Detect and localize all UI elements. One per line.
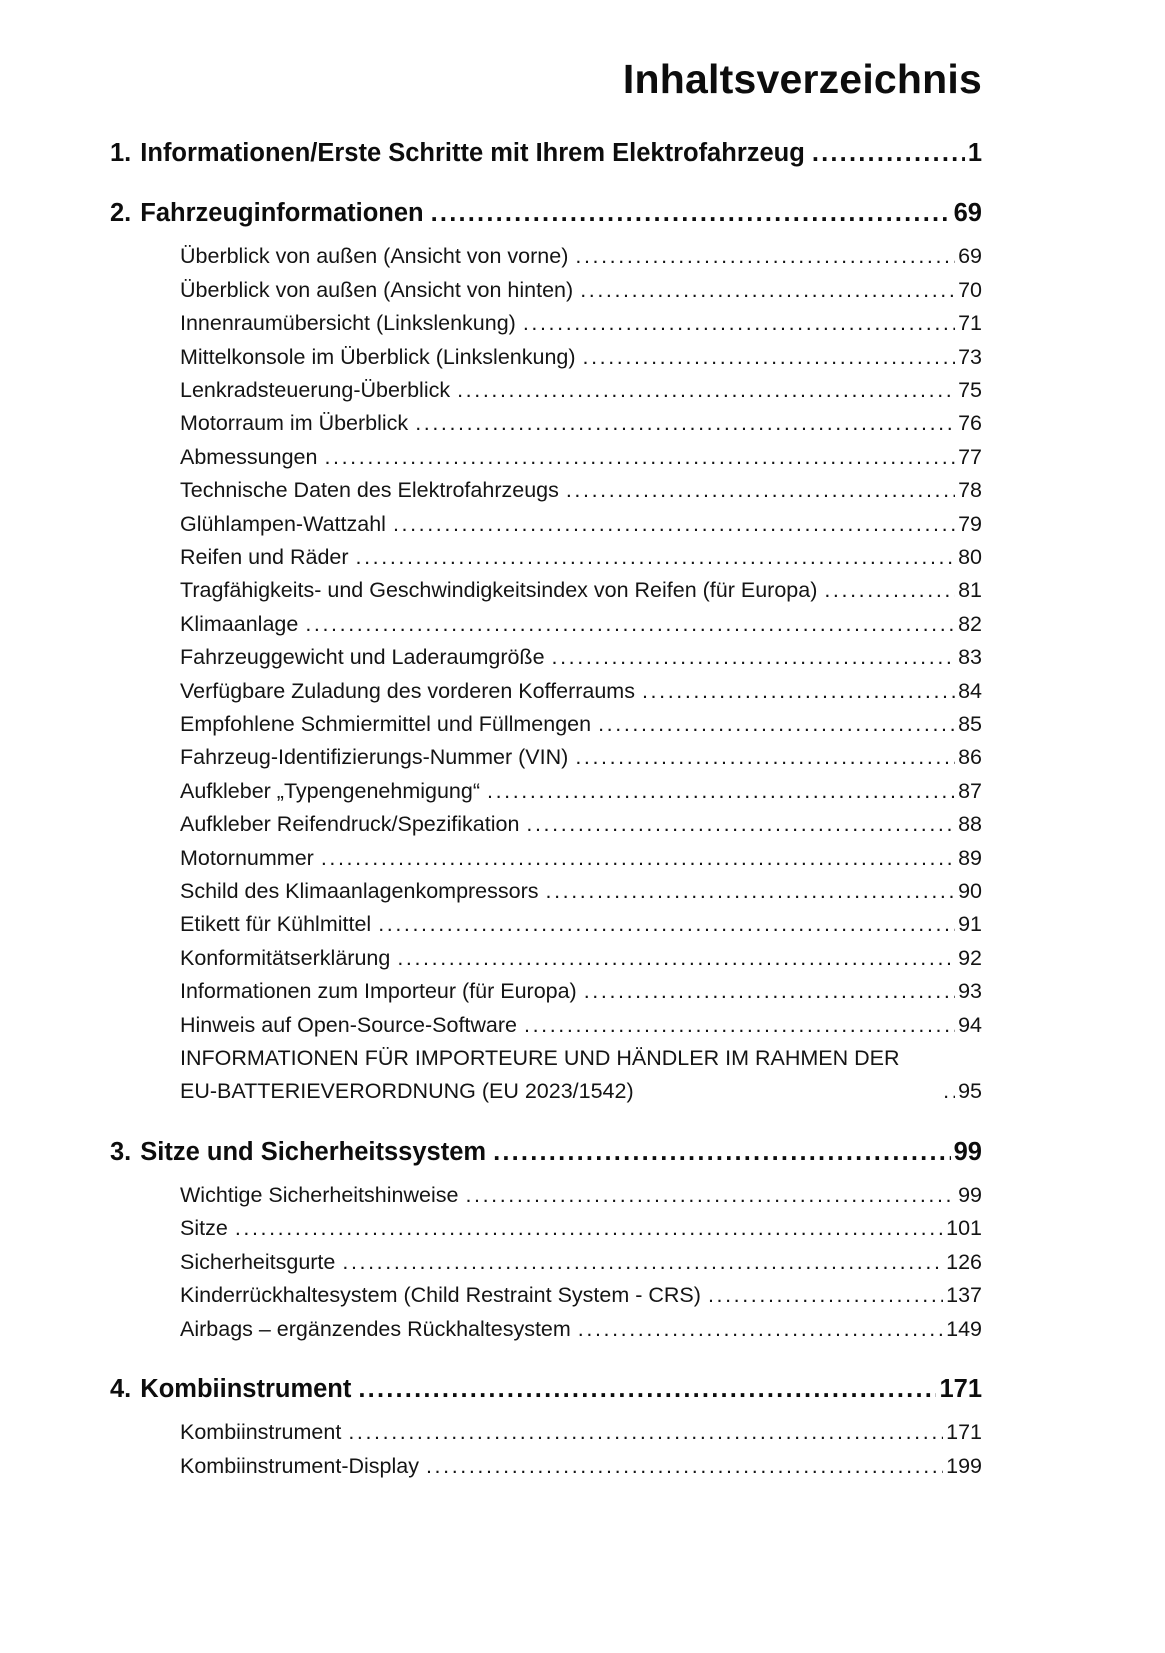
toc-entry-row (180, 975, 982, 1008)
entry-title: Konformitätserklärung (180, 945, 391, 970)
toc-entry-row (180, 274, 982, 307)
dot-leader (493, 1136, 951, 1169)
entry-page-number: 149 (946, 1316, 982, 1341)
entry-title: Motornummer (180, 845, 314, 870)
entry-title: Überblick von außen (Ansicht von hinten) (180, 277, 574, 302)
chapter-number: 2. (110, 199, 132, 228)
entry-page-number: 77 (958, 444, 982, 469)
dot-leader (523, 307, 955, 340)
dot-leader (378, 908, 955, 941)
dot-leader (584, 975, 955, 1008)
toc-entry-row (180, 908, 982, 941)
dot-leader (578, 1313, 943, 1346)
entry-page-number: 137 (946, 1283, 982, 1308)
entry-title: Tragfähigkeits- und Geschwindigkeitsindex von Reifen (für Europa) (180, 578, 818, 603)
entry-title: Glühlampen-Wattzahl (180, 511, 386, 536)
toc-entry-row (180, 474, 982, 507)
entry-title: Kinderrückhaltesystem (Child Restraint System - CRS) (180, 1283, 701, 1308)
entry-page-number: 95 (958, 1079, 982, 1104)
toc-entry-row (180, 407, 982, 440)
dot-leader (457, 374, 955, 407)
toc-entry-row (180, 808, 982, 841)
entry-page-number: 86 (958, 745, 982, 770)
dot-leader (356, 541, 956, 574)
toc-entry-row (180, 608, 982, 641)
toc-entry-row (180, 1179, 982, 1212)
chapter-page-number: 99 (953, 1137, 982, 1166)
entry-page-number: 83 (958, 645, 982, 670)
chapter-page-number: 171 (939, 1375, 982, 1404)
entry-page-number: 92 (958, 945, 982, 970)
dot-leader (321, 842, 955, 875)
dot-leader (566, 474, 955, 507)
entry-title: Informationen zum Importeur (für Europa) (180, 979, 577, 1004)
dot-leader (358, 1373, 936, 1406)
toc-entry-row (180, 374, 982, 407)
entry-title: Verfügbare Zuladung des vorderen Kofferraums (180, 678, 635, 703)
dot-leader (397, 942, 955, 975)
toc-entry-row (180, 1042, 982, 1109)
entry-title: Lenkradsteuerung-Überblick (180, 377, 451, 402)
chapter-number: 1. (110, 139, 132, 167)
toc-entry-row (180, 741, 982, 774)
entry-page-number: 90 (958, 879, 982, 903)
dot-leader (524, 1009, 955, 1042)
entry-title: Wichtige Sicherheitshinweise (180, 1182, 459, 1207)
toc-entry-row (180, 708, 982, 741)
chapter-page-number: 69 (953, 199, 982, 228)
entry-page-number: 89 (958, 845, 982, 870)
entry-page-number: 80 (958, 544, 982, 569)
toc-entry-row (180, 942, 982, 975)
dot-leader (824, 574, 955, 607)
entry-title: Mittelkonsole im Überblick (Linkslenkung) (180, 344, 576, 369)
entry-title: Sitze (180, 1216, 228, 1241)
entry-page-number: 75 (958, 377, 982, 402)
entry-title: Kombiinstrument-Display (180, 1453, 419, 1478)
toc-entry-row (180, 1212, 982, 1245)
dot-leader (305, 608, 955, 641)
toc-entry-row (180, 541, 982, 574)
toc-entry-row (180, 307, 982, 340)
chapter-entries (110, 240, 982, 1109)
toc-chapter-row (110, 1373, 982, 1406)
entry-title: Fahrzeuggewicht und Laderaumgröße (180, 645, 545, 670)
chapter-entries (110, 1179, 982, 1346)
entry-page-number: 91 (958, 912, 982, 937)
toc-chapter (110, 1136, 982, 1346)
dot-leader (324, 441, 955, 474)
dot-leader (426, 1450, 943, 1483)
dot-leader (235, 1212, 943, 1245)
toc-entry-row (180, 675, 982, 708)
entry-page-number: 79 (958, 511, 982, 536)
toc-entry-row (180, 1313, 982, 1346)
entry-page-number: 78 (958, 478, 982, 503)
entry-page-number: 70 (958, 277, 982, 302)
chapter-number: 3. (110, 1137, 132, 1166)
entry-page-number: 73 (958, 344, 982, 369)
dot-leader (552, 641, 956, 674)
entry-page-number: 99 (958, 1182, 982, 1207)
page-title: Inhaltsverzeichnis (622, 56, 982, 102)
dot-leader (342, 1246, 943, 1279)
entry-page-number: 171 (946, 1420, 982, 1445)
toc-chapter-row (110, 137, 982, 170)
chapter-title: Informationen/Erste Schritte mit Ihrem Elektrofahrzeug (140, 139, 805, 167)
entry-page-number: 87 (958, 778, 982, 803)
entry-page-number: 85 (958, 711, 982, 736)
dot-leader (526, 808, 955, 841)
entry-page-number: 126 (946, 1249, 982, 1274)
entry-title: Motorraum im Überblick (180, 411, 409, 436)
toc-chapter-row (110, 197, 982, 230)
dot-leader (415, 407, 955, 440)
entry-title: Sicherheitsgurte (180, 1249, 336, 1274)
toc-entry-row (180, 574, 982, 607)
toc-entry-row (180, 775, 982, 808)
dot-leader (583, 341, 956, 374)
dot-leader (348, 1416, 943, 1449)
entry-page-number: 88 (958, 812, 982, 837)
entry-title: Reifen und Räder (180, 544, 349, 569)
toc-chapter (110, 137, 982, 170)
entry-page-number: 82 (958, 611, 982, 636)
chapter-number: 4. (110, 1375, 132, 1404)
toc-entry-row (180, 1279, 982, 1312)
dot-leader (580, 274, 955, 307)
toc-entry-row (180, 441, 982, 474)
entry-title: Schild des Klimaanlagenkompressors (180, 879, 539, 903)
dot-leader (546, 875, 956, 908)
entry-title: Airbags – ergänzendes Rückhaltesystem (180, 1316, 571, 1341)
entry-title: Überblick von außen (Ansicht von vorne) (180, 244, 569, 269)
dot-leader (487, 775, 955, 808)
toc-entry-row (180, 641, 982, 674)
chapter-title: Fahrzeuginformationen (140, 199, 424, 228)
entry-title: Innenraumübersicht (Linkslenkung) (180, 311, 516, 336)
entry-title: Empfohlene Schmiermittel und Füllmengen (180, 711, 592, 736)
toc-entry-row (180, 341, 982, 374)
entry-page-number: 93 (958, 979, 982, 1004)
entry-title: Technische Daten des Elektrofahrzeugs (180, 478, 559, 503)
entry-title: INFORMATIONEN FÜR IMPORTEURE UND HÄNDLER IM RAHMEN DER EU-BATTERIEVERORDNUNG (EU 2023/1542) (180, 1046, 900, 1104)
dot-leader (431, 197, 951, 230)
dot-leader (575, 741, 955, 774)
dot-leader (642, 675, 955, 708)
toc-entry-row (180, 842, 982, 875)
toc-entry-row (180, 1416, 982, 1449)
entry-page-number: 76 (958, 411, 982, 436)
chapter-entries (110, 1416, 982, 1483)
toc-chapter (110, 197, 982, 1109)
dot-leader (598, 708, 955, 741)
entry-title: Klimaanlage (180, 611, 299, 636)
dot-leader (575, 240, 955, 273)
entry-page-number: 84 (958, 678, 982, 703)
entry-title: Abmessungen (180, 444, 318, 469)
entry-title: Aufkleber Reifendruck/Spezifikation (180, 812, 520, 837)
entry-page-number: 71 (958, 311, 982, 336)
entry-title: Fahrzeug-Identifizierungs-Nummer (VIN) (180, 745, 569, 770)
toc-entry-row (180, 240, 982, 273)
chapter-title: Kombiinstrument (140, 1375, 352, 1404)
toc-entry-row (180, 1450, 982, 1483)
toc-chapter-row (110, 1136, 982, 1169)
dot-leader (943, 1075, 955, 1108)
entry-page-number: 81 (958, 578, 982, 603)
entry-title: Kombiinstrument (180, 1420, 342, 1445)
toc-chapter (110, 1373, 982, 1483)
toc-entry-row (180, 1246, 982, 1279)
toc-entry-row (180, 1009, 982, 1042)
dot-leader (393, 508, 955, 541)
entry-page-number: 94 (958, 1012, 982, 1037)
dot-leader (708, 1279, 943, 1312)
entry-title: Aufkleber „Typengenehmigung“ (180, 778, 480, 803)
entry-page-number: 69 (958, 244, 982, 269)
chapter-page-number: 1 (967, 139, 982, 167)
chapter-title: Sitze und Sicherheitssystem (140, 1137, 487, 1166)
entry-page-number: 199 (946, 1453, 982, 1478)
entry-title: Hinweis auf Open-Source-Software (180, 1012, 517, 1037)
toc-entry-row (180, 508, 982, 541)
toc-sections (110, 137, 982, 1483)
dot-leader (465, 1179, 955, 1212)
dot-leader (812, 137, 965, 170)
entry-page-number: 101 (946, 1216, 982, 1241)
entry-title: Etikett für Kühlmittel (180, 912, 372, 937)
toc-entry-row (180, 875, 982, 908)
